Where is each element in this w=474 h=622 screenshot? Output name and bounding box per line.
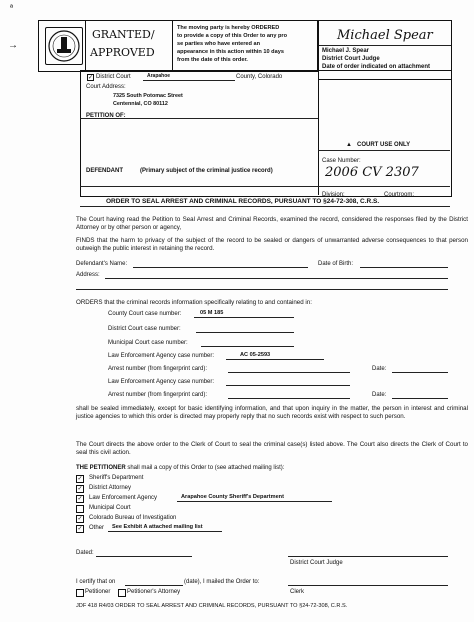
notice-line-2: to provide a copy of this Order to any pro [177,33,288,39]
mailing-item-law-enforcement: Law Enforcement Agency [89,495,158,501]
district-attorney-checkbox[interactable]: ✓ [77,486,83,492]
dated-label: Dated: [76,550,94,556]
petitioner-bold: THE PETITIONER [76,465,126,471]
court-address-line-2: Centennial, CO 80112 [113,101,168,107]
notice-line-5: from the date of this order. [177,57,248,63]
other-checkbox[interactable]: ✓ [77,526,83,532]
law-enforcement-checkbox[interactable]: ✓ [77,496,83,502]
paragraph-clerk: The Court directs the above order to the Clerk of Court to seal the criminal case(s) listed above. The Court also directs the Clerk of Court to seal this civil action. [76,441,468,456]
district-court-judge-label: District Court Judge [290,560,343,566]
district-court-checkbox[interactable]: ✓ [88,75,94,81]
clerk-label: Clerk [290,589,305,595]
seal-icon [46,28,82,64]
triangle-marker: ▲ [346,142,352,148]
other-fill-value: See Exhibit A attached mailing list [112,524,203,530]
granted-stamp [38,20,318,72]
form-id-footer: JDF 418 R4/03 ORDER TO SEAL ARREST AND CRIMINAL RECORDS, PURSUANT TO §24-72-308, C.R.S. [76,603,348,609]
county-suffix: County, Colorado [236,74,283,80]
mailing-lead-rest: shall mail a copy of this Order to (see attached mailing list): [127,465,285,471]
corner-mark: ª [10,3,13,12]
county-name: Arapahoe [147,73,171,79]
municipal-court-checkbox[interactable] [76,505,84,513]
mailing-item-municipal-court: Municipal Court [89,505,131,511]
judge-title: District Court Judge [322,56,380,62]
notice-line-1: The moving party is hereby ORDERED [177,25,280,31]
courtroom-label: Courtroom: [384,192,415,198]
petition-of-label: PETITION OF: [86,113,126,119]
order-date-note: Date of order indicated on attachment [322,64,431,70]
mailing-item-sheriff: Sheriff's Department [89,475,144,481]
approved-text: APPROVED [90,46,155,59]
sheriff-checkbox[interactable]: ✓ [77,476,83,482]
paragraph-orders: ORDERS that the criminal records information specifically relating to and contained in: [76,299,312,306]
cbi-checkbox[interactable]: ✓ [77,516,83,522]
paragraph-finds: FINDS that the harm to privacy of the subject of the record to be sealed or dangers of unwarranted adverse consequences to that person outweigh the public interest in retaining the record. [76,237,468,252]
address-label: Address: [76,272,100,278]
certify-mid-text: (date), I mailed the Order to: [184,579,260,585]
record-date-label-7: Date: [372,392,387,398]
certify-text: I certify that on [76,579,116,585]
judge-signature: Michael Spear [337,28,433,43]
paragraph-reviewed: The Court having read the Petition to Seal Arrest and Criminal Records, examined the record, considered the responses filed by the District Attorney or by other person or agency, [76,216,468,231]
arrow-mark: → [8,40,18,51]
defendant-name-label: Defendant's Name: [76,261,128,267]
record-label-1: County Court case number: [108,311,182,317]
mailing-item-district-attorney: District Attorney [89,485,132,491]
court-use-only: COURT USE ONLY [357,142,411,148]
record-label-6: Law Enforcement Agency case number: [108,379,215,385]
record-date-label-5: Date: [372,366,387,372]
court-address-line-1: 7325 South Potomac Street [113,93,183,99]
record-value-4: AC 05-2593 [240,352,271,358]
notice-line-3: se parties who have entered an [177,41,261,47]
petitioner-attorney-label: Petitioner's Attorney [127,589,181,595]
record-value-1: 05 M 185 [200,310,224,316]
court-type: District Court [96,74,131,80]
notice-line-4: appearance in this action within 10 days [177,49,284,55]
defendant-label: DEFENDANT [86,168,123,174]
record-label-3: Municipal Court case number: [108,340,188,346]
court-seal [45,27,83,65]
case-number-value: 2006 CV 2307 [325,165,419,180]
case-number-label: Case Number: [322,158,361,164]
court-address-label: Court Address: [86,84,126,90]
record-label-4: Law Enforcement Agency case number: [108,353,215,359]
granted-text: GRANTED/ [92,28,155,41]
record-label-7: Arrest number (from fingerprint card): [108,392,208,398]
record-label-2: District Court case number: [108,326,181,332]
mailing-lead [76,465,284,472]
order-title: ORDER TO SEAL ARREST AND CRIMINAL RECORDS, PURSUANT TO §24-72-308, C.R.S. [106,198,380,205]
petitioner-attorney-checkbox[interactable] [118,589,126,597]
mailing-item-cbi: Colorado Bureau of Investigation [89,515,177,521]
judge-name: Michael J. Spear [322,48,370,54]
dob-label: Date of Birth: [318,261,354,267]
paragraph-sealed: shall be sealed immediately, except for basic identifying information, and that upon inquiry in the matter, the person in interest and criminal justice agencies to which this order is directed may properly reply that no such records exist with respect to such person. [76,405,468,420]
division-label: Division: [322,192,345,198]
defendant-description: (Primary subject of the criminal justice record) [140,168,273,174]
record-label-5: Arrest number (from fingerprint card): [108,366,208,372]
petitioner-checkbox[interactable] [76,589,84,597]
law-enforcement-agency-name: Arapahoe County Sheriff's Department [181,494,284,500]
mailing-item-other: Other [89,525,105,531]
petitioner-label: Petitioner [85,589,111,595]
